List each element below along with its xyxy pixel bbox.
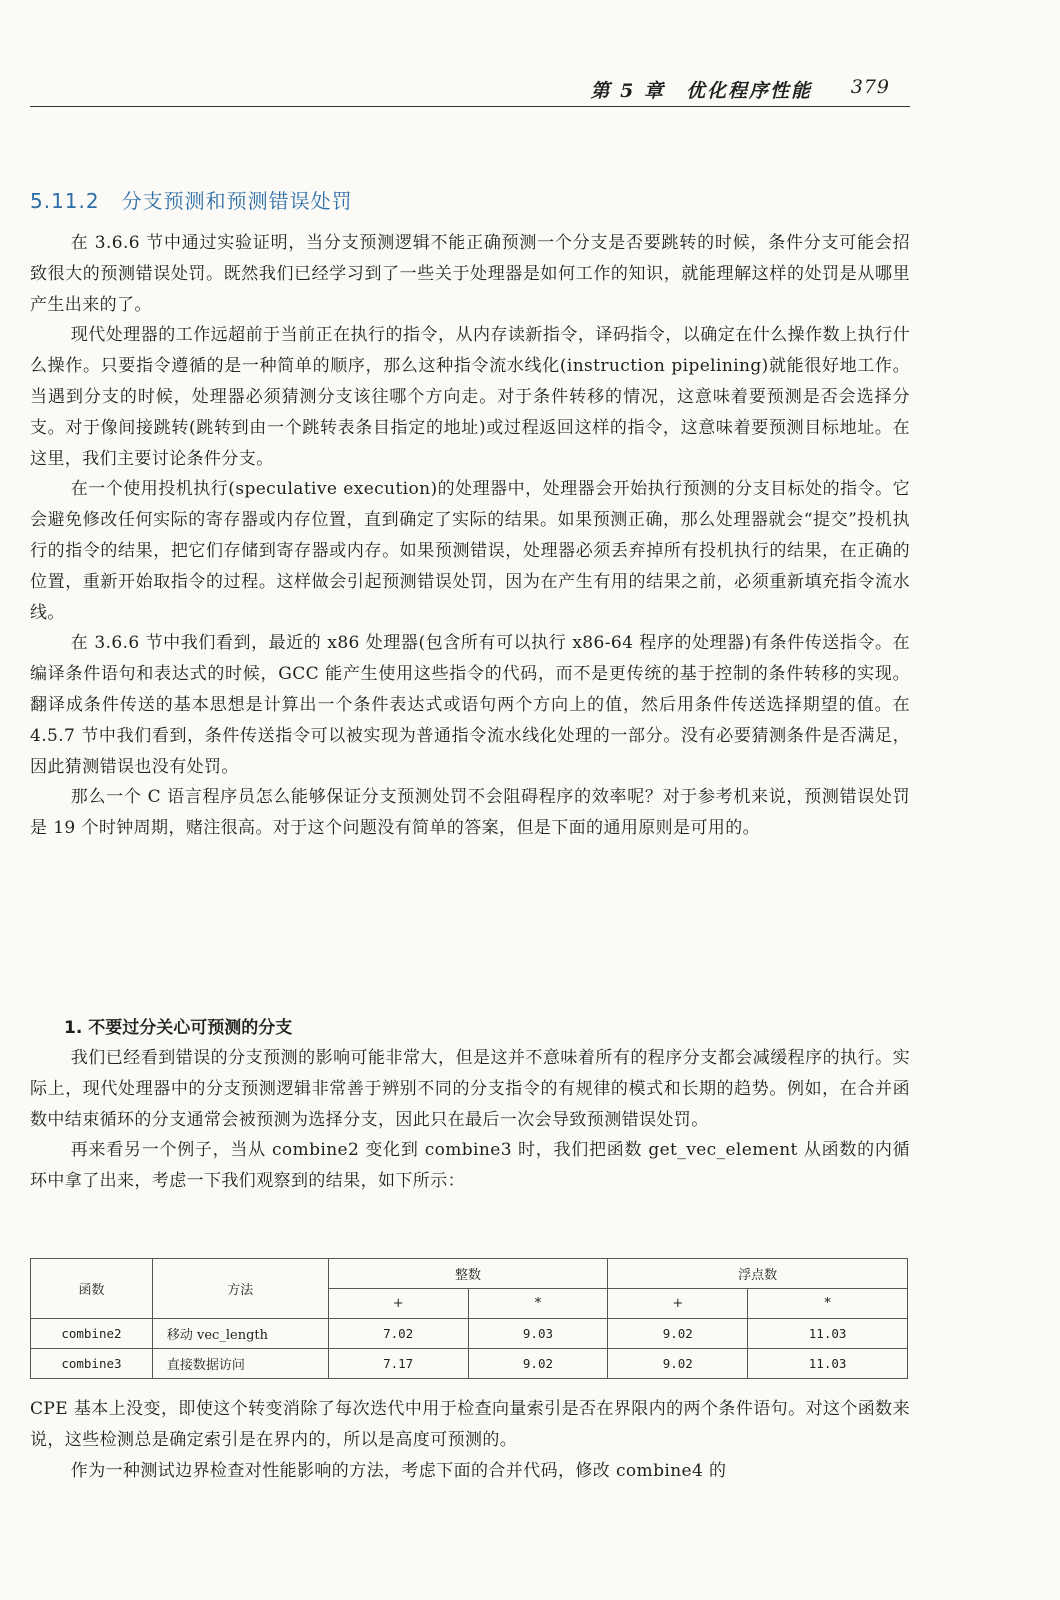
cell-value: 9.03 [468, 1319, 608, 1349]
header-method: 方法 [152, 1259, 328, 1319]
section-number: 5.11.2 [30, 189, 100, 213]
cell-value: 9.02 [468, 1349, 608, 1379]
paragraph: 作为一种测试边界检查对性能影响的方法，考虑下面的合并代码，修改 combine4 的 [70, 1460, 727, 1481]
body-text-block-1 [30, 228, 910, 844]
section-heading [30, 185, 353, 214]
cell-value: 11.03 [748, 1319, 908, 1349]
paragraph: 在 3.6.6 节中我们看到，最近的 x86 处理器(包含所有可以执行 x86-64 程序的处理器)有条件传送指令。在编译条件语句和表达式的时候，GCC 能产生使用这些指令的代码，而不是更传统的基于控制的条件转移的实现。翻译成条件传送的基本思想是计算出一个条件表达式或语句两个方向上的值，然后用条件传送选择期望的值。在 4.5.7 节中我们看到，条件传送指令可以被实现为普通指令流水线化处理的一部分。没有必要猜测条件是否满足，因此猜测错误也没有处罚。 [30, 633, 910, 777]
paragraph: 现代处理器的工作远超前于当前正在执行的指令，从内存读新指令，译码指令，以确定在什么操作数上执行什么操作。只要指令遵循的是一种简单的顺序，那么这种指令流水线化(instruction pipelining)就能很好地工作。当遇到分支的时候，处理器必须猜测分支该往哪个方向走。对于条件转移的情况，这意味着要预测是否会选择分支。对于像间接跳转(跳转到由一个跳转表条目指定的地址)或过程返回这样的指令，这意味着要预测目标地址。在这里，我们主要讨论条件分支。 [30, 325, 910, 469]
cell-value: 9.02 [608, 1319, 748, 1349]
paragraph: 在一个使用投机执行(speculative execution)的处理器中，处理器会开始执行预测的分支目标处的指令。它会避免修改任何实际的寄存器或内存位置，直到确定了实际的结果。如果预测正确，那么处理器就会“提交”投机执行的指令的结果，把它们存储到寄存器或内存。如果预测错误，处理器必须丢弃掉所有投机执行的结果，在正确的位置，重新开始取指令的过程。这样做会引起预测错误处罚，因为在产生有用的结果之前，必须重新填充指令流水线。 [30, 479, 910, 623]
header-float: 浮点数 [608, 1259, 908, 1289]
header-op: + [608, 1289, 748, 1319]
chapter-title: 第 5 章 优化程序性能 [590, 80, 812, 102]
cell-value: 7.02 [328, 1319, 468, 1349]
page-number: 379 [850, 76, 890, 98]
cell-method: 移动 vec_length [152, 1319, 328, 1349]
cell-function: combine3 [31, 1349, 153, 1379]
section-title: 分支预测和预测错误处罚 [121, 189, 353, 213]
body-text-block-2 [30, 1043, 910, 1197]
cell-value: 9.02 [608, 1349, 748, 1379]
header-function: 函数 [31, 1259, 153, 1319]
cell-function: combine2 [31, 1319, 153, 1349]
paragraph: 再来看另一个例子，当从 combine2 变化到 combine3 时，我们把函数 get_vec_element 从函数的内循环中拿了出来，考虑一下我们观察到的结果，如下所示： [30, 1140, 910, 1192]
body-text-block-3 [30, 1394, 910, 1486]
header-op: + [328, 1289, 468, 1319]
paragraph: 那么一个 C 语言程序员怎么能够保证分支预测处罚不会阻碍程序的效率呢？对于参考机来说，预测错误处罚是 19 个时钟周期，赌注很高。对于这个问题没有简单的答案，但是下面的通用原则是可用的。 [30, 787, 910, 839]
running-header [30, 74, 910, 107]
subsection-heading: 1. 不要过分关心可预测的分支 [64, 1018, 293, 1038]
paragraph: 我们已经看到错误的分支预测的影响可能非常大，但是这并不意味着所有的程序分支都会减缓程序的执行。实际上，现代处理器中的分支预测逻辑非常善于辨别不同的分支指令的有规律的模式和长期的趋势。例如，在合并函数中结束循环的分支通常会被预测为选择分支，因此只在最后一次会导致预测错误处罚。 [30, 1048, 910, 1130]
header-op: * [468, 1289, 608, 1319]
header-integer: 整数 [328, 1259, 608, 1289]
cell-value: 7.17 [328, 1349, 468, 1379]
cell-value: 11.03 [748, 1349, 908, 1379]
header-op: * [748, 1289, 908, 1319]
paragraph: CPE 基本上没变，即使这个转变消除了每次迭代中用于检查向量索引是否在界限内的两个条件语句。对这个函数来说，这些检测总是确定索引是在界内的，所以是高度可预测的。 [30, 1399, 910, 1450]
cell-method: 直接数据访问 [152, 1349, 328, 1379]
table-row [31, 1349, 908, 1379]
table-row [31, 1319, 908, 1349]
cpe-table [30, 1258, 908, 1379]
paragraph: 在 3.6.6 节中通过实验证明，当分支预测逻辑不能正确预测一个分支是否要跳转的时候，条件分支可能会招致很大的预测错误处罚。既然我们已经学习到了一些关于处理器是如何工作的知识，就能理解这样的处罚是从哪里产生出来的了。 [30, 233, 910, 315]
